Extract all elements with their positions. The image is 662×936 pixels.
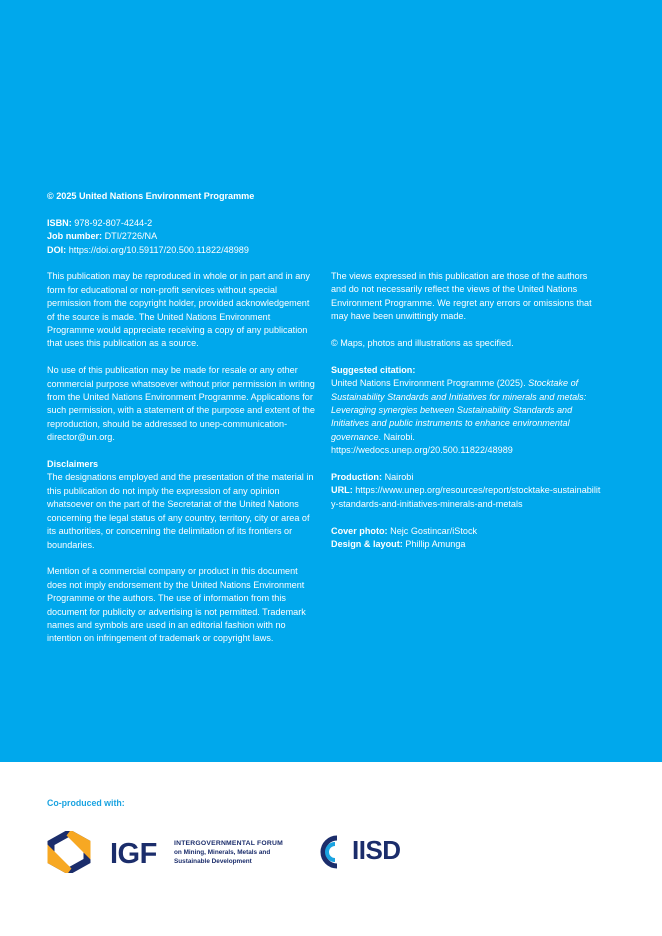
cover-photo-line: Cover photo: Nejc Gostincar/iStock — [331, 525, 478, 536]
citation-heading: Suggested citation: — [331, 364, 416, 375]
isbn-line: ISBN: 978-92-807-4244-2 — [47, 217, 153, 228]
citation-link[interactable]: https://wedocs.unep.org/20.500.11822/48989 — [331, 445, 513, 456]
citation-title: Stocktake of Sustainability Standards and Initiatives for minerals and metals: Leveraging synergies between Sustainability Standards and Initiatives and public instruments to enhance environmental governance — [331, 378, 587, 442]
igf-full-name: INTERGOVERNMENTAL FORUM on Mining, Minerals, Metals and Sustainable Development — [174, 840, 283, 865]
reproduction-paragraph: This publication may be reproduced in whole or in part and in any form for educational or non-profit services without special permission from the copyright holder, provided acknowledgement of the source is made. The United Nations Environment Programme would appreciate receiving a copy of any publication that uses this publication as a source. — [47, 271, 310, 349]
iisd-wordmark: IISD — [352, 835, 401, 865]
credits-paragraph — [331, 525, 601, 552]
disclaimers-paragraph — [47, 458, 319, 552]
doi-link[interactable]: https://doi.org/10.59117/20.500.11822/48989 — [68, 244, 249, 255]
resale-paragraph: No use of this publication may be made for resale or any other commercial purpose whatsoever without prior permission in writing from the United Nations Environment Programme. Applications for such permission, with a statement of the purpose and extent of the reproduction, should be addressed to unep-communication-director@un.org. — [47, 365, 315, 443]
maps-paragraph: © Maps, photos and illustrations as specified. — [331, 338, 514, 349]
doi-line: DOI: https://doi.org/10.59117/20.500.11822/48989 — [47, 244, 249, 255]
igf-logo-icon — [47, 831, 91, 873]
design-layout-line: Design & layout: Phillip Amunga — [331, 539, 466, 550]
co-produced-label: Co-produced with: — [47, 798, 125, 808]
views-paragraph: The views expressed in this publication are those of the authors and do not necessarily reflect the views of the United Nations Environment Programme. We regret any errors or omissions that may have been unwittingly made. — [331, 271, 592, 322]
right-column — [331, 270, 601, 565]
production-paragraph — [331, 471, 601, 511]
copyright-line: © 2025 United Nations Environment Programme — [47, 191, 255, 201]
identifiers-block — [47, 217, 319, 257]
disclaimers-heading: Disclaimers — [47, 459, 99, 470]
left-column — [47, 190, 319, 659]
url-line: URL: https://www.unep.org/resources/report/stocktake-sustainability-standards-and-initiatives-minerals-and-metals — [331, 485, 601, 509]
production-line: Production: Nairobi — [331, 472, 414, 483]
report-url-link[interactable]: https://www.unep.org/resources/report/stocktake-sustainability-standards-and-initiatives-minerals-and-metals — [331, 485, 601, 509]
iisd-logo-icon — [315, 834, 351, 870]
citation-paragraph: Suggested citation: United Nations Environment Programme (2025). Stocktake of Sustainability Standards and Initiatives for minerals and metals: Leveraging synergies between Sustainability Standards and Initiatives and public instruments to enhance environmental governance. Nairobi. https://wedocs.unep.org/20.500.11822/48989 — [331, 364, 587, 456]
trademark-paragraph: Mention of a commercial company or product in this document does not imply endorsement by the United Nations Environment Programme or the authors. The use of information from this document for publicity or advertising is not permitted. Trademark names and symbols are used in an editorial fashion with no intention on infringement of trademark or copyright laws. — [47, 566, 306, 644]
igf-wordmark: IGF — [110, 838, 157, 870]
job-number-line: Job number: DTI/2726/NA — [47, 231, 158, 242]
disclaimers-text: The designations employed and the presentation of the material in this publication do not imply the expression of any opinion whatsoever on the part of the Secretariat of the United Nations concerning the legal status of any country, territory, city or area of its authorities, or concerning the delimitation of its frontiers or boundaries. — [47, 472, 314, 550]
